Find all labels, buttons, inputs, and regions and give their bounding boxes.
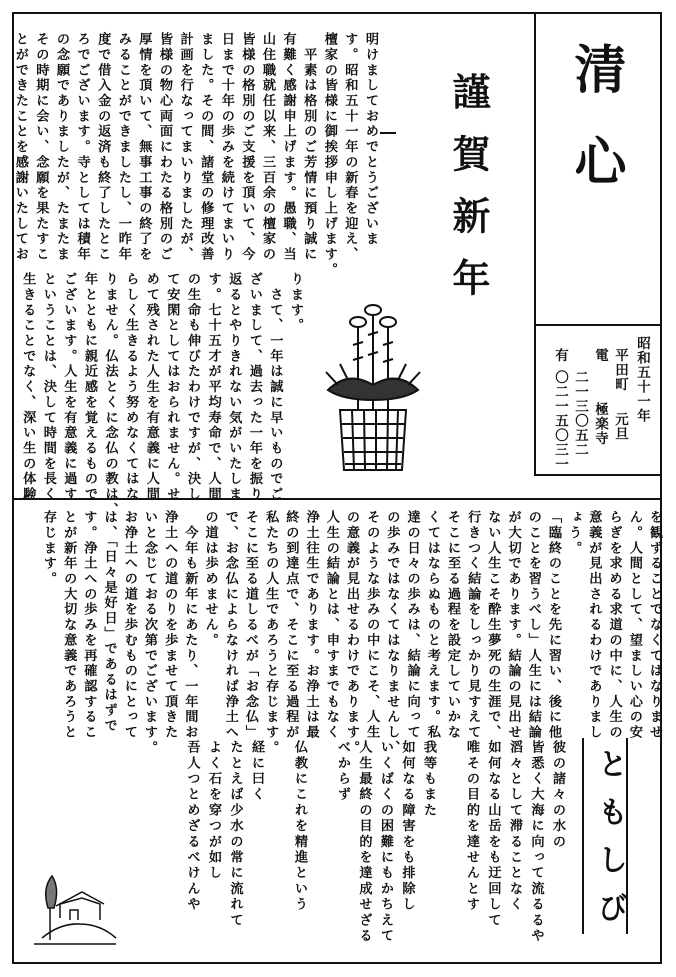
article.col1-line: 平素は格別のご芳情に預り誠に	[301, 32, 317, 263]
tomoshibi.lines-line: 彼の諸々の水の	[550, 740, 565, 850]
place-name: 平田町	[612, 348, 628, 392]
article.col1-line: 厚情を頂いて、無事工事の終了を	[136, 32, 152, 263]
article.col1-line: 檀家の皆様に御挨拶申し上げます。	[321, 32, 337, 278]
house-sketch-illustration	[30, 868, 120, 948]
article.col3-line: 意義が見出されるわけでありまし	[586, 510, 602, 741]
tomoshibi-title: ともしび	[592, 748, 627, 940]
temple-name: 極楽寺	[592, 402, 608, 446]
tomoshibi.lines-line: 滔々として滞ることなく	[507, 740, 522, 913]
article.col1-line: の念願でありましたが、たまたま	[54, 32, 69, 263]
article.col1-line: す。昭和五十一年の新春を迎え、	[342, 32, 358, 263]
article.col1-line: 度で借入金の返済も終了したとこ	[95, 32, 111, 263]
article.col1-line: とができたことを感謝いたしてお	[12, 32, 28, 263]
article.col3-line: が大切であります。結論の見出せ	[505, 510, 521, 741]
article.col3-line: 人生の結論とは、申すまでもなく	[323, 510, 339, 741]
article.col1-line: ました。その間、諸堂の修理改善	[198, 32, 214, 263]
article.col3-line: そこに至る過程を設定していかな	[445, 510, 460, 741]
article.col3-line: 終の到達点で、そこに至る過程が	[283, 510, 299, 741]
article.col3-line: 浄土往生であります。お浄土は最	[303, 510, 319, 741]
article.col3-line: の意義が見出せるわけであります。	[344, 510, 359, 756]
article.col3-line: らぎを求める求道の中に、人生の	[606, 510, 622, 741]
article.col3-line: 私たちの人生であろうと存じます。	[263, 510, 279, 756]
article.col2-line: ということは、決して時間を長く	[40, 272, 56, 503]
article.col1-line: ろでございます。寺としては積年	[74, 32, 90, 263]
article.col1-line: 明けましておめでとうございま	[363, 32, 378, 247]
article.col3-line: とが新年の大切な意義であろうと	[61, 510, 77, 741]
article.col3-line: 達の日々の歩みは、結論に向って	[404, 510, 420, 741]
article.col3-line: す。浄土への歩みを再確認するこ	[81, 510, 97, 741]
masthead-title: 清心	[565, 42, 626, 226]
article.col2-line: 年とともに親近感を覚えるもので	[82, 272, 97, 503]
article.col3-line: ょう。	[566, 510, 582, 557]
article.col3-line: は、「日々是好日」であるはずで	[101, 510, 117, 734]
issue-date: 昭和五十一年	[634, 336, 650, 423]
tomoshibi.lines-line: いくばくの困難にもかちえて	[378, 740, 393, 945]
article.col2-line: りません。仏法とくに念仏の教は、	[102, 272, 118, 518]
article.col3-line: ん。人間として、望ましい心の安	[626, 510, 642, 741]
article.col3-line: ない人生こそ酔生夢死の生涯で、	[485, 510, 501, 741]
article.col3-line: 「臨終のことを先に習い、後に他	[546, 510, 561, 741]
article.col3-line: で、お念仏によらなければ浄土へ	[222, 510, 238, 741]
article.col3-line: 浄土への道のりを歩ませて頂きた	[162, 510, 178, 741]
tomoshibi.lines-line: 仏教にこれを精進という	[292, 740, 307, 913]
tomoshibi.lines-line: たとえば少水の常に流れて	[227, 740, 243, 929]
tomoshibi.lines-line: 皆悉く大海に向って流るるや	[528, 740, 544, 945]
article.col2-line: ります。	[288, 272, 303, 334]
article.col3-line: 存じます。	[41, 510, 56, 587]
article.col1-line: 皆様の格別のご支援を頂いて、今	[239, 32, 255, 263]
article.col1-line: 有難く感謝申上げます。愚職、当	[280, 32, 296, 263]
article.col2-line: 返るとやりきれない気がいたしま	[226, 272, 242, 503]
section-dash	[380, 132, 396, 134]
article.col2-line: 生きることでなく、深い生の体験	[20, 272, 36, 503]
article.col3-line: そのような歩みの中にこそ、人生	[364, 510, 380, 741]
article.col2-line: ございます。人生を有意義に過す	[61, 272, 77, 503]
tomoshibi.lines-line: べからず	[335, 740, 350, 803]
tomoshibi.lines-line: 経に曰く	[249, 740, 264, 803]
article.col2-line: めて残された人生を有意義に人間	[143, 272, 159, 503]
new-year-greeting: 謹賀新年	[446, 72, 491, 320]
article.col2-line: ざいまして、過去った一年を振り	[246, 272, 262, 503]
article.col1-line: 計画を行なってまいりましたが、	[177, 32, 193, 263]
issue-info	[534, 326, 662, 476]
article.col3-line: 行きつく結論をしっかり見すえて	[465, 510, 481, 741]
tomoshibi.lines-line: 吾人つとめざるべけんや	[184, 740, 200, 913]
tel-number: 二一三〇五二	[572, 370, 588, 457]
tomoshibi.lines-line: 如何なる障害をも排除し	[399, 740, 415, 913]
article.col1-line: その時期に会い、念願を果たすこ	[33, 32, 49, 263]
article.col3-line: 今年も新年にあたり、一年間お	[182, 510, 198, 741]
tel-label: 電	[592, 348, 608, 363]
masthead	[534, 12, 662, 326]
article.col2-line: す。七十五才が平均寿命で、人間	[205, 272, 221, 503]
tomoshibi.lines-line: 人生最終の目的を達成せざる	[356, 740, 372, 945]
article.col3-line: を観ずることでなくてはなりませ	[647, 510, 662, 741]
tomoshibi-box	[582, 738, 628, 940]
tomoshibi.lines-line: 如何なる山岳をも迂回して	[485, 740, 501, 929]
article.col1-line: みることができましたし、一昨年	[115, 32, 131, 263]
article.col2-line: らしく生きるよう努めなくてはな	[123, 272, 139, 503]
article.col3-line: くてはならぬものと考えます。私	[424, 510, 440, 741]
article.col2-line: の生命も伸びたわけですが、決し	[185, 272, 200, 503]
article.col2-line: さて、一年は誠に早いものでご	[267, 272, 283, 503]
yu-label: 有	[552, 348, 568, 363]
article.col3-line: の歩みではなくてはなりませんし、	[384, 510, 400, 756]
yu-number: 〇二一五〇三一	[552, 370, 568, 472]
article.col1-line: 皆様の物心両面にわたる格別のご	[157, 32, 172, 263]
article.col3-line: お浄土への道を歩むものにとって	[121, 510, 137, 741]
issue-date-2: 元旦	[612, 412, 628, 441]
article.col1-line: 山住職就任以来、三百余の檀家の	[260, 32, 275, 263]
kadomatsu-illustration	[318, 300, 428, 480]
tomoshibi.lines-line: よく石を穿つが如し	[206, 740, 221, 882]
article.col3-line: の道は歩めません。	[202, 510, 218, 649]
article.col3-line: いと念じておる次第でございます。	[142, 510, 157, 756]
article.col2-line: て安閑としてはおられません。せ	[164, 272, 180, 503]
article.col3-line: のことを習うべし」人生には結論	[525, 510, 541, 741]
tomoshibi.lines-line: 唯その目的を達せんとす	[464, 740, 479, 913]
tomoshibi.lines-line: 我等もまた	[421, 740, 436, 819]
article.col1-line: 日まで十年の歩みを続けてまいり	[218, 32, 234, 263]
horizontal-divider	[12, 498, 662, 500]
article.col3-line: そこに至る道しるべが「お念仏」	[243, 510, 258, 741]
